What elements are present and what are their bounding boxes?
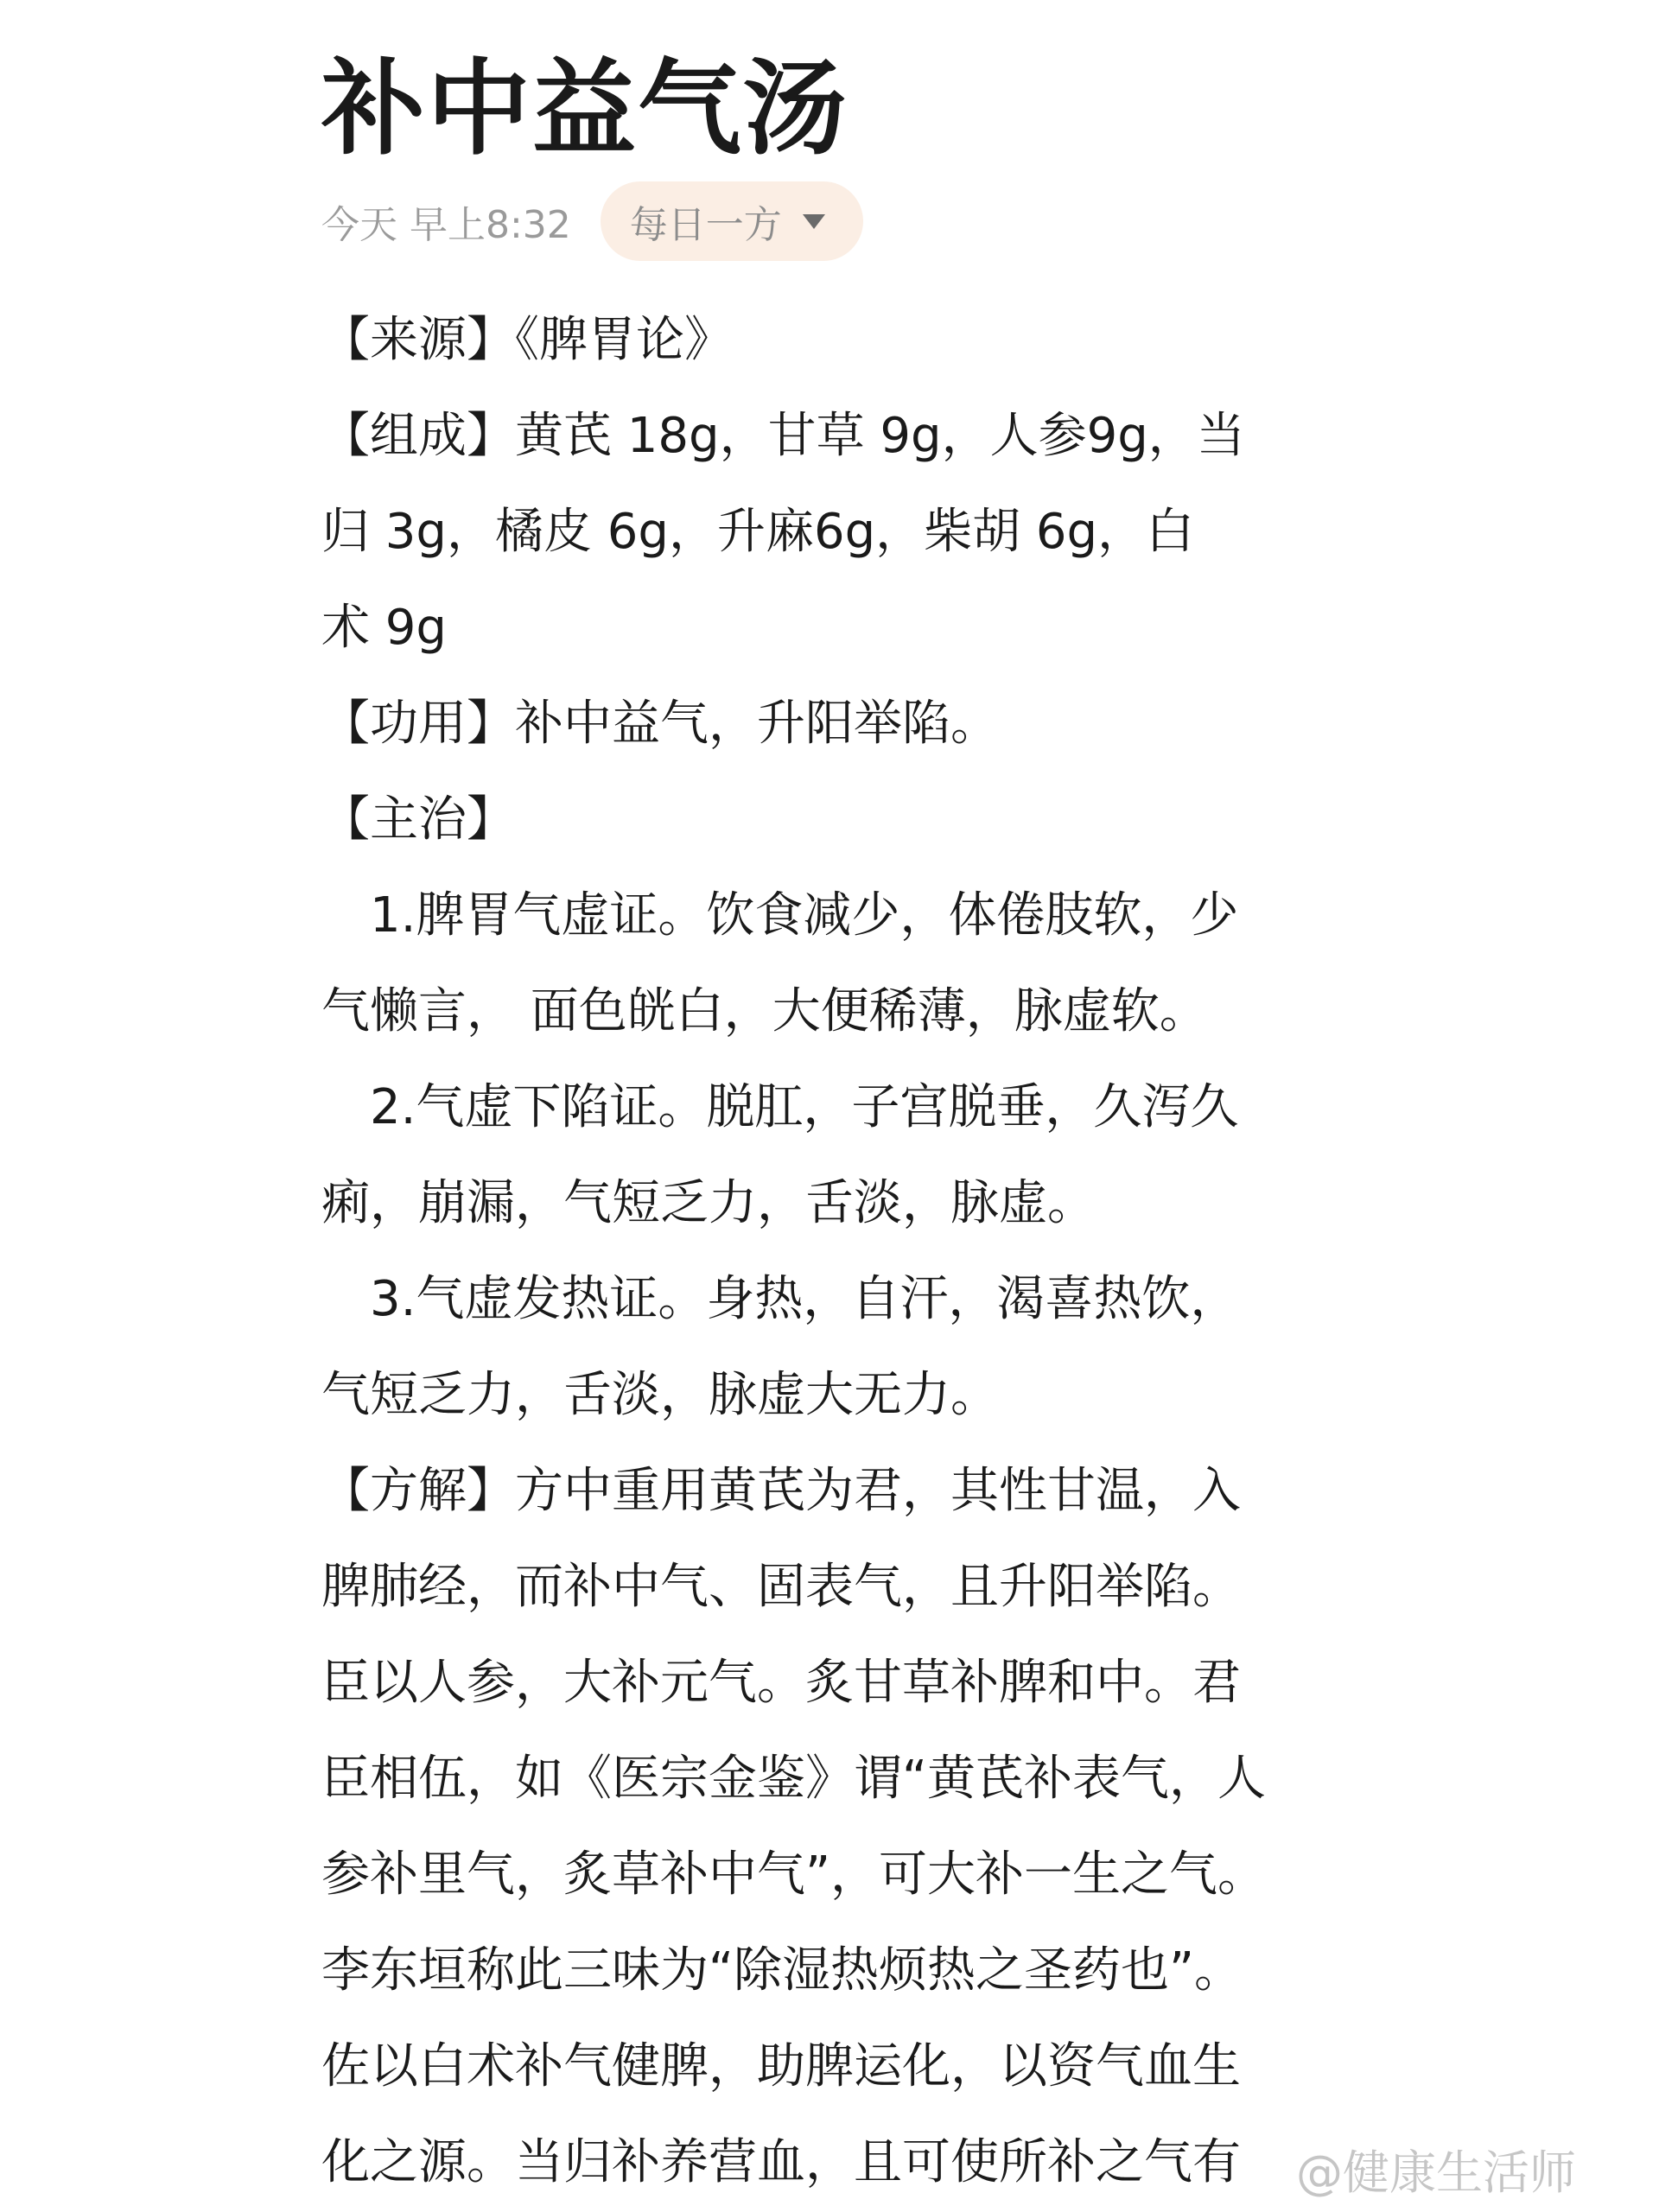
body-line: 李东垣称此三味为“除湿热烦热之圣药也”。 [321, 1942, 1243, 1999]
chevron-down-icon [803, 214, 825, 229]
body-line: 臣以人参，大补元气。炙甘草补脾和中。君 [321, 1655, 1241, 1711]
body-line: 【来源】《脾胃论》 [321, 312, 733, 368]
body-line: 2.气虚下陷证。脱肛，子宫脱垂，久泻久 [321, 1079, 1239, 1135]
body-line: 佐以白术补气健脾，助脾运化，以资气血生 [321, 2038, 1241, 2094]
body-line: 化之源。当归补养营血，且可使所补之气有 [321, 2134, 1241, 2190]
note-body[interactable] [321, 292, 1376, 2210]
body-line: 归 3g，橘皮 6g，升麻6g，柴胡 6g，白 [321, 504, 1195, 560]
body-line: 参补里气，炙草补中气”，可大补一生之气。 [321, 1847, 1267, 1903]
note-meta-row [321, 181, 863, 261]
note-timestamp: 今天 早上8:32 [321, 203, 571, 247]
body-line: 术 9g [321, 600, 447, 656]
body-line: 3.气虚发热证。身热，自汗，渴喜热饮， [321, 1271, 1239, 1327]
folder-selector-button[interactable] [601, 181, 863, 261]
body-line: 臣相伍，如《医宗金鉴》谓“黄芪补表气，人 [321, 1751, 1267, 1807]
folder-label: 每日一方 [629, 203, 782, 247]
body-line: 脾肺经，而补中气、固表气，且升阳举陷。 [321, 1559, 1241, 1615]
note-title[interactable]: 补中益气汤 [321, 49, 849, 169]
body-line: 【功用】补中益气，升阳举陷。 [321, 696, 999, 752]
body-line: 痢，崩漏，气短乏力，舌淡，脉虚。 [321, 1175, 1096, 1231]
body-line: 气短乏力，舌淡，脉虚大无力。 [321, 1367, 999, 1423]
body-line: 【组成】黄芪 18g，甘草 9g，人参9g，当 [321, 408, 1245, 464]
body-line: 【方解】方中重用黄芪为君，其性甘温，入 [321, 1463, 1241, 1519]
body-line: 【主治】 [321, 791, 515, 848]
author-watermark: @健康生活师 [1296, 2145, 1576, 2200]
body-line: 1.脾胃气虚证。饮食减少，体倦肢软，少 [321, 887, 1239, 944]
body-line: 气懒言， 面色㿠白，大便稀薄，脉虚软。 [321, 983, 1208, 1039]
